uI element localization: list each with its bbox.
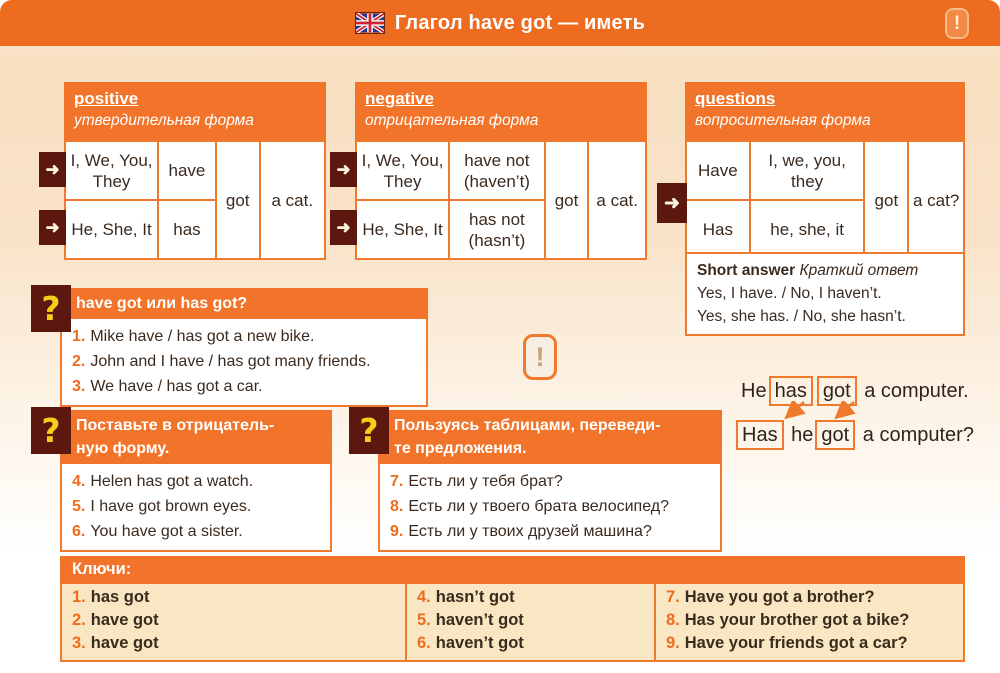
exercise-item: [390, 494, 714, 519]
short-answer-line: Yes, I have. / No, I haven’t.: [697, 285, 882, 302]
cell-subject: He, She, It: [65, 200, 158, 259]
item-text: haven’t got: [435, 611, 524, 629]
short-answer-box: [685, 252, 965, 336]
item-number: 9.: [390, 523, 404, 540]
title-line: те предложения.: [394, 440, 527, 457]
item-text: have got: [90, 634, 159, 652]
cell-verb: Has: [686, 200, 750, 259]
exclamation-glyph: !: [953, 12, 961, 34]
item-text: Mike have / has got a new bike.: [90, 328, 315, 345]
keys-column-2: [405, 584, 654, 660]
item-number: 4.: [72, 473, 86, 490]
exercise-item: [72, 349, 420, 374]
example-sentence-question: [734, 420, 974, 450]
keys-column-1: [62, 584, 405, 660]
item-number: 2.: [72, 611, 86, 629]
item-number: 6.: [417, 634, 431, 652]
exercise-item: [72, 469, 324, 494]
keys-section: [60, 556, 965, 662]
exclamation-icon: [523, 334, 557, 380]
item-text: Have you got a brother?: [684, 588, 875, 606]
key-item: [417, 609, 654, 632]
cell-verb: Have: [686, 141, 750, 200]
short-answer-label-ru: Краткий ответ: [799, 262, 919, 279]
key-item: [72, 586, 405, 609]
word-box: Has: [736, 420, 784, 450]
panel-positive-title-ru: утвердительная форма: [74, 112, 254, 129]
cell-subject: I, we, you, they: [750, 141, 865, 200]
item-text: have got: [90, 611, 159, 629]
word-box: has: [769, 376, 813, 406]
question-mark-icon: [31, 285, 71, 332]
cell-subject: he, she, it: [750, 200, 865, 259]
item-text: Есть ли у тебя брат?: [408, 473, 563, 490]
item-text: Есть ли у твоих друзей машина?: [408, 523, 652, 540]
arrow-icon: [39, 210, 66, 245]
exclamation-glyph: !: [535, 341, 545, 372]
item-number: 4.: [417, 588, 431, 606]
word-box: got: [817, 376, 857, 406]
item-text: Have your friends got a car?: [684, 634, 908, 652]
exercise-choose-box: [60, 288, 428, 407]
item-number: 8.: [390, 498, 404, 515]
item-number: 2.: [72, 353, 86, 370]
arrow-glyph: ➜: [336, 159, 351, 179]
cell-verb: has not (hasn’t): [449, 200, 545, 259]
panel-questions-title-ru: вопросительная форма: [695, 112, 871, 129]
arrow-glyph: ➜: [664, 192, 680, 214]
panel-negative-title-ru: отрицательная форма: [365, 112, 539, 129]
arrow-glyph: ➜: [45, 159, 60, 179]
key-item: [666, 586, 963, 609]
item-number: 7.: [666, 588, 680, 606]
item-text: haven’t got: [435, 634, 524, 652]
panel-positive: [64, 82, 326, 260]
arrow-icon: [39, 152, 66, 187]
cell-got: got: [216, 141, 260, 259]
keys-title: Ключи:: [60, 556, 965, 584]
example-word: he: [791, 424, 814, 446]
item-number: 3.: [72, 634, 86, 652]
question-glyph: ?: [41, 289, 61, 328]
cell-got: got: [864, 141, 908, 259]
cell-verb: have: [158, 141, 216, 200]
item-number: 3.: [72, 378, 86, 395]
exercise-choose-title: have got или has got?: [60, 288, 428, 319]
item-text: Helen has got a watch.: [90, 473, 254, 490]
item-text: hasn’t got: [435, 588, 515, 606]
question-mark-icon: [349, 407, 389, 454]
page-title: Глагол have got — иметь: [394, 11, 646, 34]
exercise-item: [390, 519, 714, 544]
item-number: 5.: [72, 498, 86, 515]
question-mark-icon: [31, 407, 71, 454]
item-text: Есть ли у твоего брата велосипед?: [408, 498, 669, 515]
arrow-glyph: ➜: [336, 217, 351, 237]
key-item: [666, 609, 963, 632]
panel-negative: [355, 82, 647, 260]
keys-column-3: [654, 584, 963, 660]
keys-body: [60, 584, 965, 662]
short-answer-label: [697, 259, 955, 282]
item-text: I have got brown eyes.: [90, 498, 252, 515]
header-bar: [0, 0, 1000, 46]
item-number: 9.: [666, 634, 680, 652]
item-text: John and I have / has got many friends.: [90, 353, 371, 370]
cell-subject: I, We, You, They: [356, 141, 449, 200]
key-item: [417, 632, 654, 655]
conjugation-table-negative: [355, 140, 647, 260]
exercise-item: [390, 469, 714, 494]
key-item: [666, 632, 963, 655]
short-answer-label-en: Short answer: [697, 262, 796, 279]
word-box: got: [815, 420, 855, 450]
item-number: 1.: [72, 328, 86, 345]
exercise-negative-box: [60, 410, 332, 552]
cell-subject: He, She, It: [356, 200, 449, 259]
arrow-icon: [657, 183, 687, 223]
arrow-glyph: ➜: [45, 217, 60, 237]
panel-positive-title-en: positive: [74, 89, 139, 108]
exercise-negative-body: [60, 464, 332, 552]
exercise-item: [72, 324, 420, 349]
exercise-negative-title: [60, 410, 332, 464]
panel-questions: [685, 82, 965, 260]
item-number: 7.: [390, 473, 404, 490]
exercise-item: [72, 374, 420, 399]
conjugation-table-questions: [685, 140, 965, 260]
example-word: a computer.: [864, 380, 969, 402]
panel-negative-header: [355, 82, 647, 140]
exercise-translate-box: [378, 410, 722, 552]
example-word: He: [741, 380, 767, 402]
item-text: has got: [90, 588, 150, 606]
item-number: 1.: [72, 588, 86, 606]
panel-negative-title-en: negative: [365, 89, 434, 108]
question-glyph: ?: [41, 411, 61, 450]
item-number: 8.: [666, 611, 680, 629]
cell-verb: have not (haven’t): [449, 141, 545, 200]
panel-questions-title-en: questions: [695, 89, 776, 108]
item-number: 5.: [417, 611, 431, 629]
cell-object: a cat.: [260, 141, 325, 259]
item-number: 6.: [72, 523, 86, 540]
panel-positive-header: [64, 82, 326, 140]
arrow-icon: [330, 152, 357, 187]
question-glyph: ?: [359, 411, 379, 450]
short-answer-line: Yes, she has. / No, she hasn’t.: [697, 308, 906, 325]
title-line: Пользуясь таблицами, переведи-: [394, 417, 661, 434]
panel-questions-header: [685, 82, 965, 140]
item-text: We have / has got a car.: [90, 378, 263, 395]
example-word: a computer?: [862, 424, 974, 446]
exclamation-icon: [945, 8, 969, 39]
exercise-translate-body: [378, 464, 722, 552]
cell-got: got: [545, 141, 589, 259]
cell-object: a cat?: [908, 141, 964, 259]
exercise-translate-title: [378, 410, 722, 464]
title-line: Поставьте в отрицатель-: [76, 417, 275, 434]
key-item: [417, 586, 654, 609]
cell-subject: I, We, You, They: [65, 141, 158, 200]
item-text: You have got a sister.: [90, 523, 243, 540]
key-item: [72, 632, 405, 655]
exercise-choose-body: [60, 319, 428, 407]
conjugation-table-positive: [64, 140, 326, 260]
exercise-item: [72, 494, 324, 519]
exercise-item: [72, 519, 324, 544]
title-line: ную форму.: [76, 440, 170, 457]
cell-verb: has: [158, 200, 216, 259]
item-text: Has your brother got a bike?: [684, 611, 910, 629]
key-item: [72, 609, 405, 632]
uk-flag-icon: [355, 12, 385, 34]
arrow-icon: [330, 210, 357, 245]
cell-object: a cat.: [588, 141, 646, 259]
